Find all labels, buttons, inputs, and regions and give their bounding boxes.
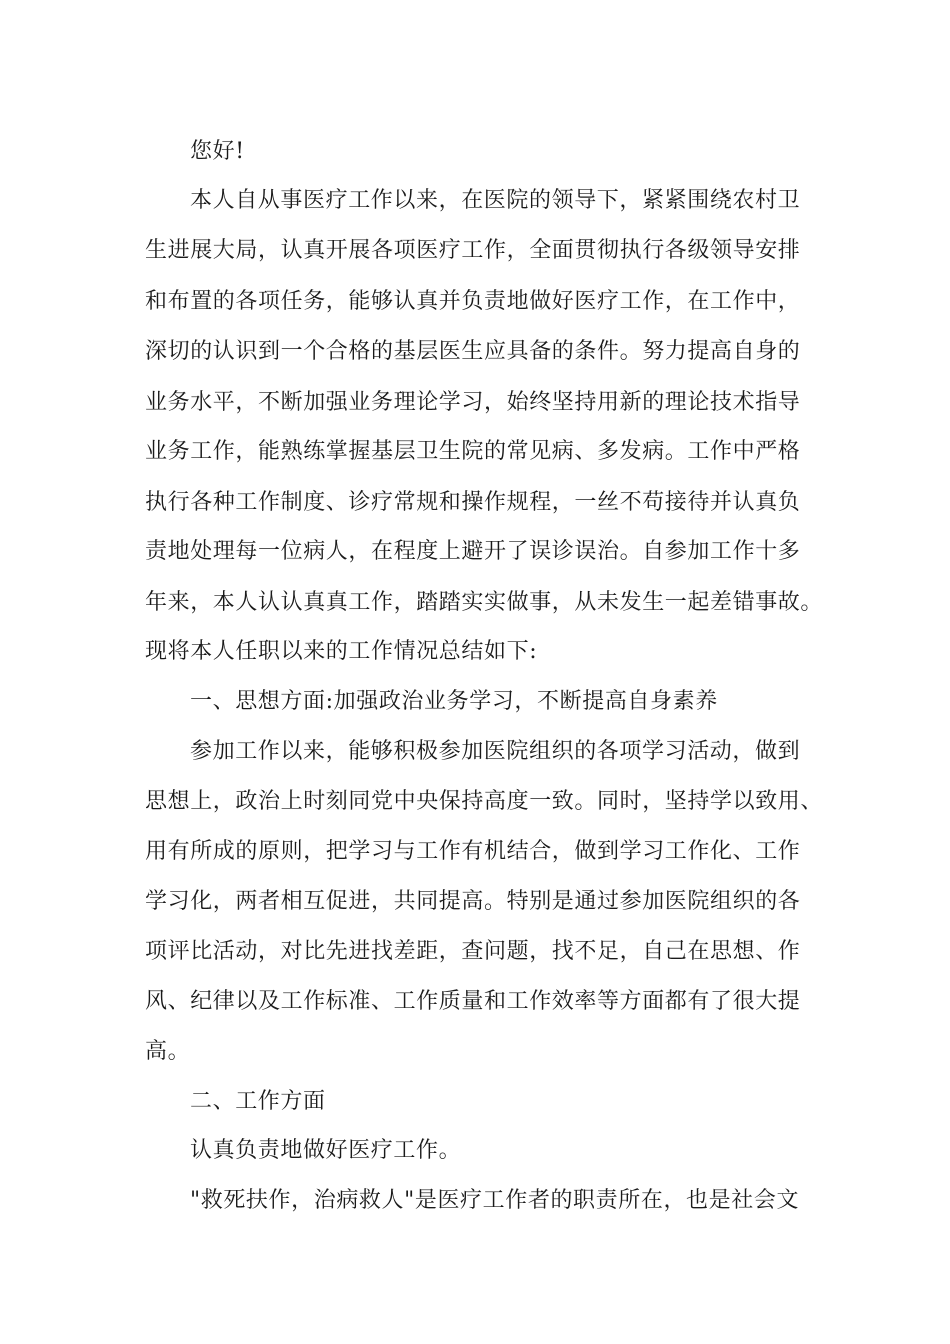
paragraph-line: 年来，本人认认真真工作，踏踏实实做事，从未发生一起差错事故。 xyxy=(145,590,824,615)
paragraph-line: 本人自从事医疗工作以来，在医院的领导下，紧紧围绕农村卫 xyxy=(190,188,801,213)
paragraph-line: 责地处理每一位病人，在程度上避开了误诊误治。自参加工作十多 xyxy=(145,539,801,564)
paragraph-line: 现将本人任职以来的工作情况总结如下: xyxy=(145,639,538,664)
paragraph-line: 深切的认识到一个合格的基层医生应具备的条件。努力提高自身的 xyxy=(145,339,801,364)
paragraph-line: 生进展大局，认真开展各项医疗工作，全面贯彻执行各级领导安排 xyxy=(145,238,801,263)
paragraph-line: 和布置的各项任务，能够认真并负责地做好医疗工作，在工作中， xyxy=(145,289,801,314)
paragraph-line: 思想上，政治上时刻同党中央保持高度一致。同时，坚持学以致用、 xyxy=(145,789,824,814)
greeting-line: 您好! xyxy=(190,139,245,164)
paragraph-line: 学习化，两者相互促进，共同提高。特别是通过参加医院组织的各 xyxy=(145,889,801,914)
paragraph-line: 执行各种工作制度、诊疗常规和操作规程，一丝不苟接待并认真负 xyxy=(145,490,801,515)
paragraph-line: "救死扶作，治病救人"是医疗工作者的职责所在，也是社会文 xyxy=(190,1188,800,1213)
paragraph-line: 项评比活动，对比先进找差距，查问题，找不足，自己在思想、作 xyxy=(145,939,801,964)
paragraph-line: 业务水平，不断加强业务理论学习，始终坚持用新的理论技术指导 xyxy=(145,390,801,415)
paragraph-line: 认真负责地做好医疗工作。 xyxy=(190,1138,462,1163)
paragraph-line: 业务工作，能熟练掌握基层卫生院的常见病、多发病。工作中严格 xyxy=(145,439,801,464)
section-heading-work: 二、工作方面 xyxy=(190,1089,326,1114)
section-heading-thought: 一、思想方面:加强政治业务学习，不断提高自身素养 xyxy=(190,689,718,714)
paragraph-line: 参加工作以来，能够积极参加医院组织的各项学习活动，做到 xyxy=(190,739,801,764)
paragraph-line: 用有所成的原则，把学习与工作有机结合，做到学习工作化、工作 xyxy=(145,839,801,864)
paragraph-line: 高。 xyxy=(145,1039,191,1064)
paragraph-line: 风、纪律以及工作标准、工作质量和工作效率等方面都有了很大提 xyxy=(145,989,801,1014)
